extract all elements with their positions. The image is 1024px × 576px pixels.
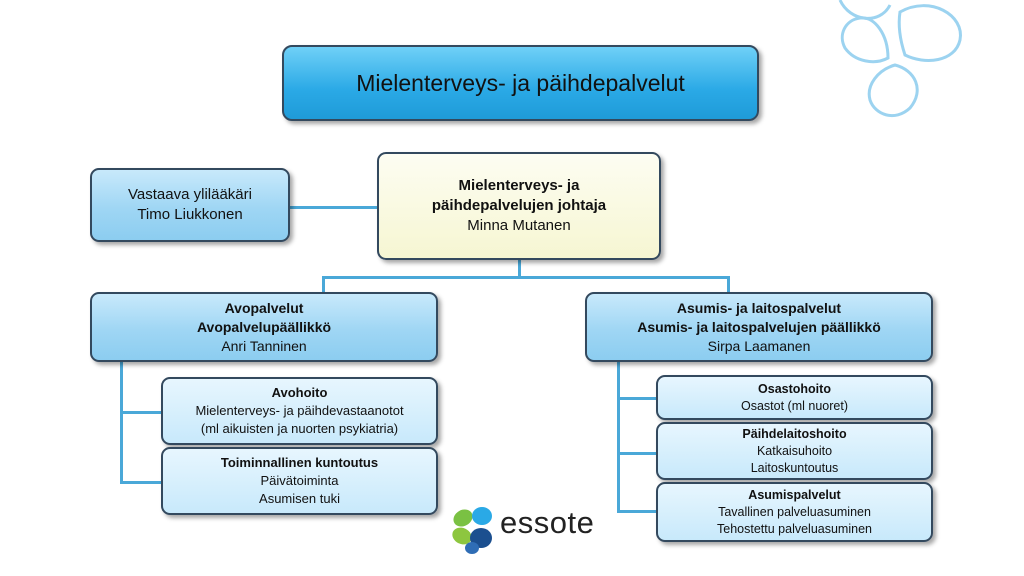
connector-horizontal-branch — [322, 276, 730, 279]
unit-title: Asumispalvelut — [748, 487, 841, 502]
essote-logo-text: essote — [500, 505, 595, 540]
connector-residential-vertical — [617, 360, 620, 513]
unit-line: Mielenterveys- ja päihdevastaanotot — [195, 403, 404, 418]
unit-line: Päivätoiminta — [260, 473, 339, 488]
outpatient-role: Avopalvelupäällikkö — [196, 318, 332, 335]
connector-director-to-physician — [290, 206, 380, 209]
chief-physician-box — [90, 168, 290, 242]
unit-line: Osastot (ml nuoret) — [741, 398, 848, 413]
chief-physician-title: Vastaava ylilääkäri — [128, 186, 252, 203]
unit-line: Katkaisuhoito — [756, 443, 833, 458]
connector-director-down — [518, 258, 521, 278]
director-title-line1: Mielenterveys- ja — [458, 177, 580, 194]
residential-heading: Asumis- ja laitospalvelut — [676, 299, 842, 316]
unit-line: Laitoskuntoutus — [750, 460, 839, 475]
unit-title: Toiminnallinen kuntoutus — [220, 455, 379, 470]
decorative-flower-outline-icon — [800, 0, 1024, 130]
connector-residential-unit-1 — [617, 397, 657, 400]
residential-manager-name: Sirpa Laamanen — [707, 337, 811, 354]
residential-role: Asumis- ja laitospalvelujen päällikkö — [637, 318, 881, 335]
residential-unit-osastohoito — [656, 375, 933, 420]
director-name: Minna Mutanen — [467, 217, 571, 234]
residential-box — [585, 292, 933, 362]
connector-outpatient-vertical — [120, 360, 123, 484]
unit-title: Päihdelaitoshoito — [742, 426, 847, 441]
unit-line: (ml aikuisten ja nuorten psykiatria) — [200, 421, 399, 436]
director-title-line2: päihdepalvelujen johtaja — [431, 197, 607, 214]
outpatient-manager-name: Anri Tanninen — [221, 337, 307, 354]
unit-line: Tehostettu palveluasuminen — [717, 521, 872, 536]
connector-outpatient-unit-1 — [120, 411, 162, 414]
connector-residential-unit-2 — [617, 452, 657, 455]
director-box — [377, 152, 661, 260]
residential-unit-paihdelaitoshoito — [656, 422, 933, 480]
connector-outpatient-unit-2 — [120, 481, 162, 484]
unit-title: Avohoito — [271, 385, 328, 400]
connector-residential-unit-3 — [617, 510, 657, 513]
outpatient-unit-toiminnallinen-kuntoutus — [161, 447, 438, 515]
unit-line: Tavallinen palveluasuminen — [718, 504, 871, 519]
outpatient-box — [90, 292, 438, 362]
residential-unit-asumispalvelut — [656, 482, 933, 542]
essote-logo-flower-icon — [446, 498, 500, 558]
chart-title: Mielenterveys- ja päihdepalvelut — [356, 69, 685, 96]
chart-title-box — [282, 45, 759, 121]
outpatient-heading: Avopalvelut — [224, 299, 304, 316]
chief-physician-name: Timo Liukkonen — [137, 206, 243, 223]
unit-line: Asumisen tuki — [259, 491, 340, 506]
outpatient-unit-avohoito — [161, 377, 438, 445]
unit-title: Osastohoito — [758, 381, 831, 396]
